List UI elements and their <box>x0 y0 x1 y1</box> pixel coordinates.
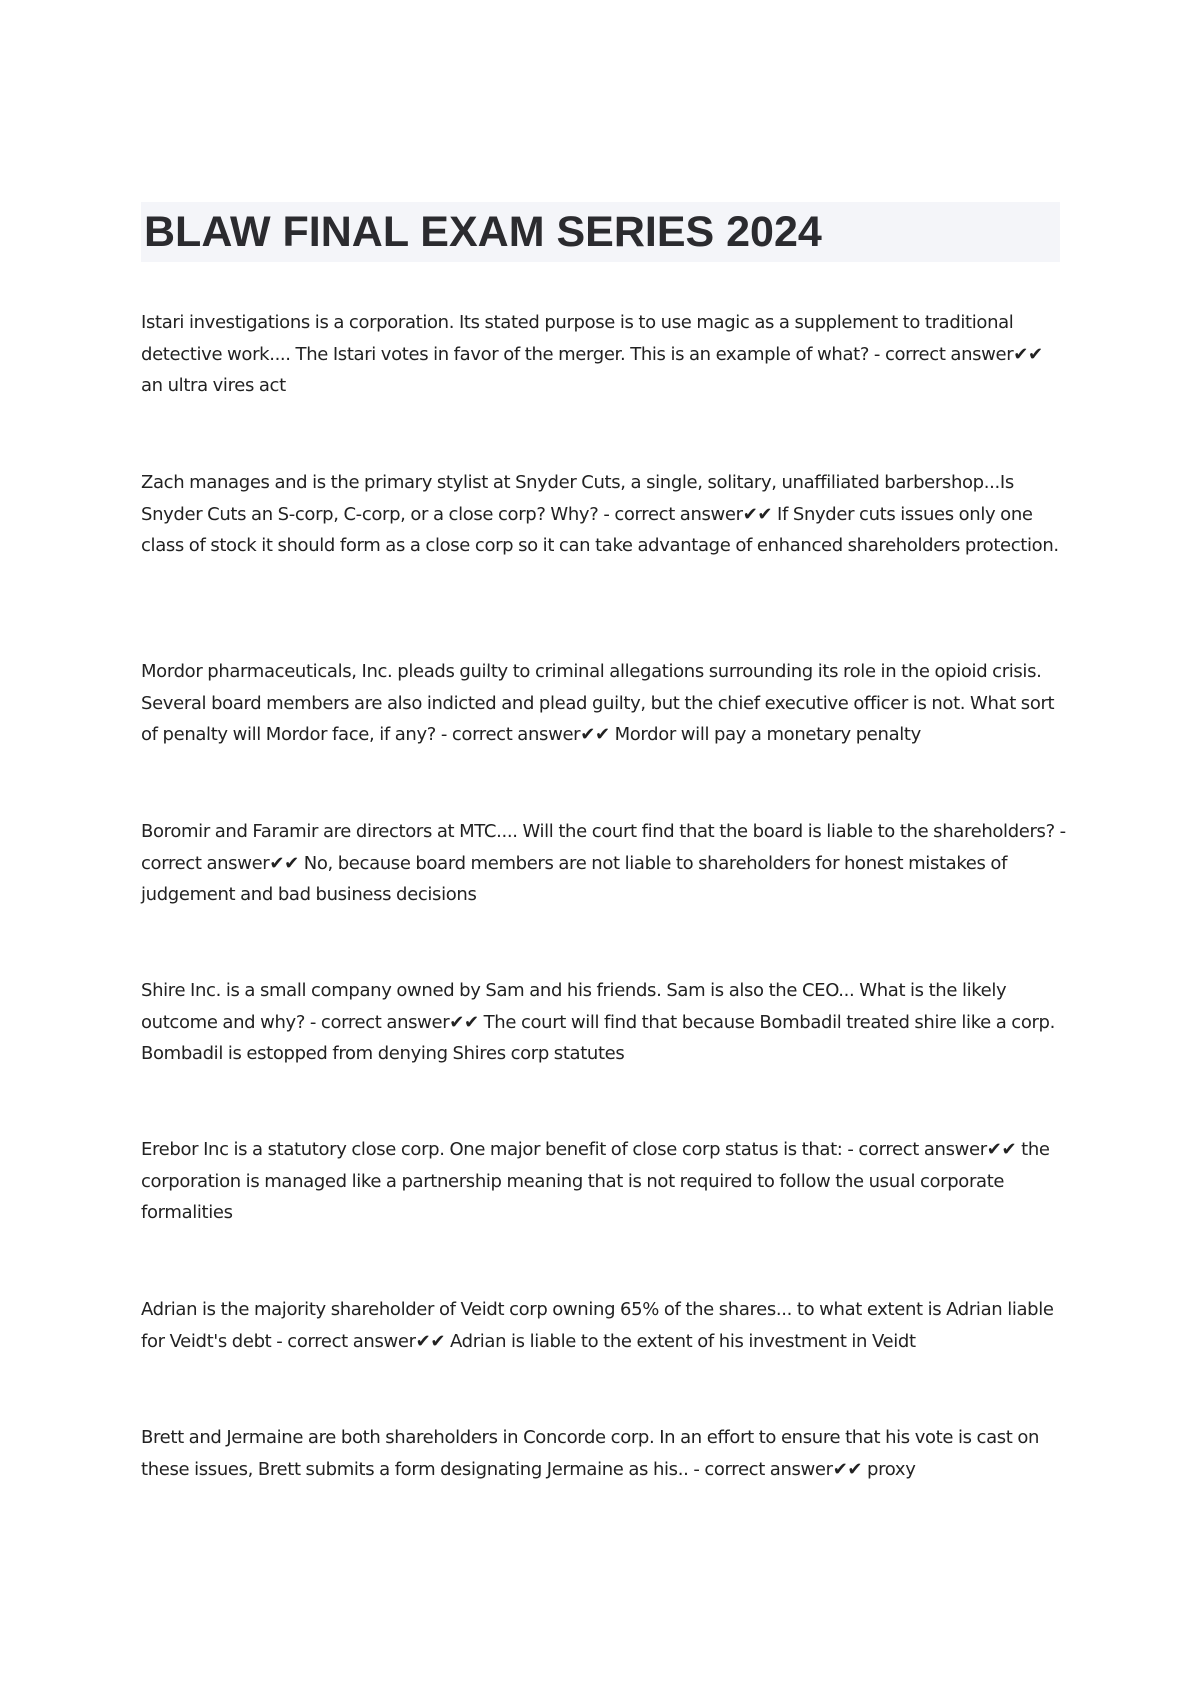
qa-item-6 <box>141 1134 1066 1229</box>
correct-answer-separator: - correct answer✔✔ <box>141 821 1066 874</box>
question-text: Adrian is the majority shareholder of Veidt corp owning 65% of the shares... to what extent is Adrian liable for Veidt's debt <box>141 1299 1054 1352</box>
correct-answer-separator: - correct answer✔✔ <box>869 343 1043 365</box>
correct-answer-separator: - correct answer✔✔ <box>435 724 615 745</box>
question-text: Istari investigations is a corporation. Its stated purpose is to use magic as a supplement to traditional detective work.... The Istari votes in favor of the merger. This is an example of what? <box>141 312 1014 365</box>
correct-answer-separator: - correct answer✔✔ <box>688 1458 868 1480</box>
title-banner <box>141 202 1060 262</box>
answer-text: No, because board members are not liable to shareholders for honest mistakes of judgement and bad business decisions <box>141 852 1008 905</box>
qa-item-8 <box>141 1422 1066 1485</box>
question-text: Zach manages and is the primary stylist at Snyder Cuts, a single, solitary, unaffiliated barbershop...Is Snyder Cuts an S-corp, C-corp, or a close corp? Why? <box>141 472 1014 525</box>
answer-text: proxy <box>867 1458 916 1480</box>
correct-answer-separator: - correct answer✔✔ <box>305 1011 484 1033</box>
answer-text: Mordor will pay a monetary penalty <box>614 724 921 745</box>
correct-answer-separator: - correct answer✔✔ <box>842 1139 1022 1160</box>
document-title: BLAW FINAL EXAM SERIES 2024 <box>144 208 822 256</box>
answer-text: Adrian is liable to the extent of his investment in Veidt <box>449 1330 916 1352</box>
qa-item-4 <box>141 816 1066 911</box>
answer-text: the corporation is managed like a partnership meaning that is not required to follow the usual corporate formalities <box>141 1139 1050 1223</box>
question-text: Boromir and Faramir are directors at MTC.... Will the court find that the board is liable to the shareholders? <box>141 821 1055 842</box>
question-text: Shire Inc. is a small company owned by Sam and his friends. Sam is also the CEO... What is the likely outcome and why? <box>141 980 1007 1033</box>
qa-item-2 <box>141 467 1066 562</box>
question-text: Brett and Jermaine are both shareholders in Concorde corp. In an effort to ensure that his vote is cast on these issues, Brett submits a form designating Jermaine as his.. <box>141 1427 1040 1480</box>
question-text: Erebor Inc is a statutory close corp. One major benefit of close corp status is that: <box>141 1139 843 1160</box>
qa-item-3 <box>141 656 1066 751</box>
qa-item-1 <box>141 307 1066 402</box>
qa-item-5 <box>141 975 1066 1070</box>
correct-answer-separator: - correct answer✔✔ <box>598 503 778 525</box>
correct-answer-separator: - correct answer✔✔ <box>271 1330 450 1352</box>
answer-text: The court will find that because Bombadil treated shire like a corp. Bombadil is estopped from denying Shires corp statutes <box>141 1011 1055 1064</box>
question-text: Mordor pharmaceuticals, Inc. pleads guilty to criminal allegations surrounding its role in the opioid crisis. Several board members are also indicted and plead guilty, but the chief executive officer is not. What sort of penalty will Mordor face, if any? <box>141 661 1055 745</box>
answer-text: If Snyder cuts issues only one class of stock it should form as a close corp so it can take advantage of enhanced shareholders protection. <box>141 503 1059 556</box>
qa-item-7 <box>141 1294 1066 1357</box>
answer-text: an ultra vires act <box>141 375 286 396</box>
